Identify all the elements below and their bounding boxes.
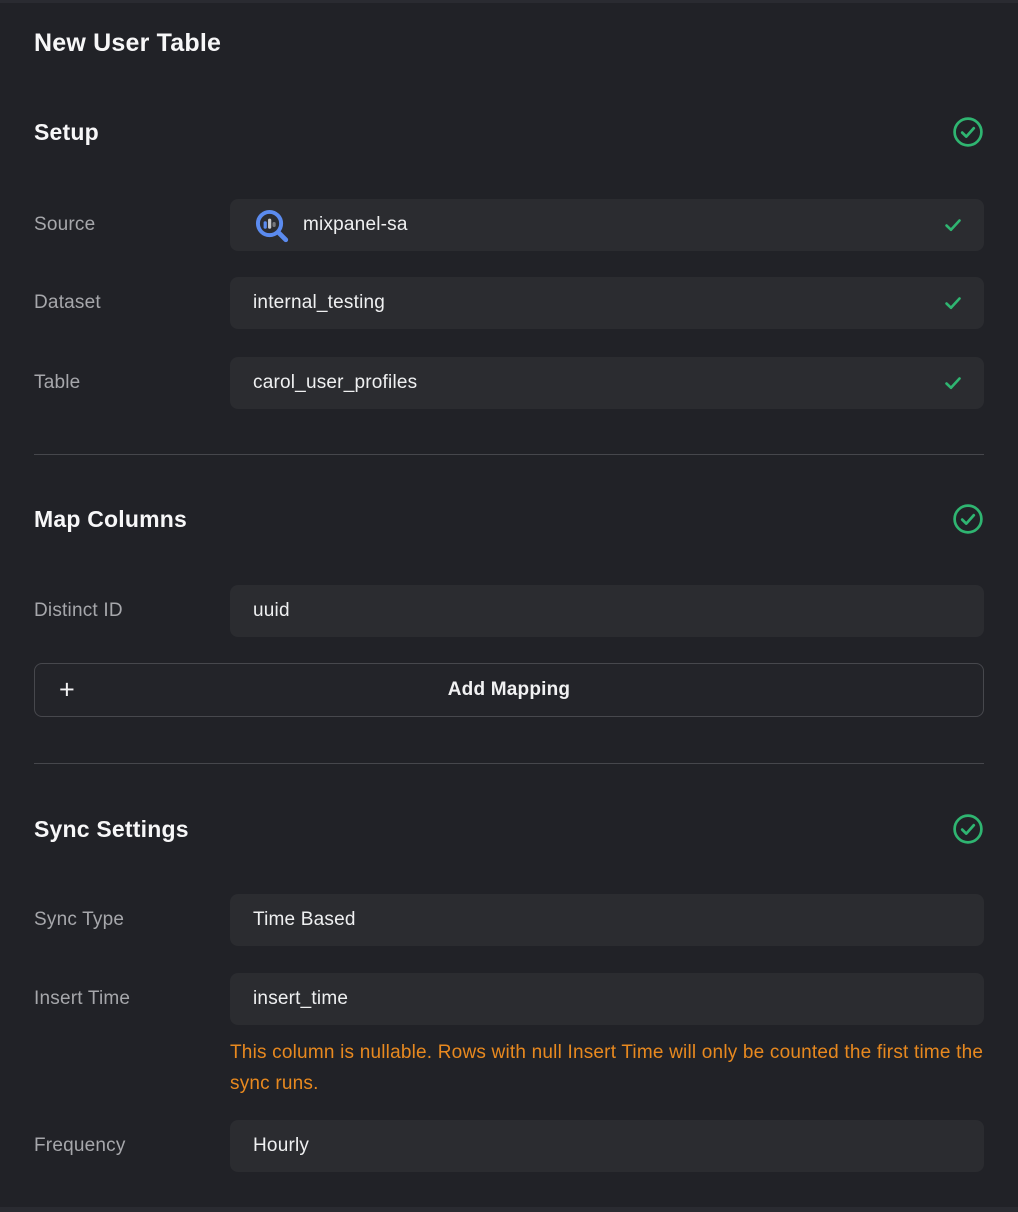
insert-time-select[interactable] bbox=[230, 973, 984, 1025]
section-divider bbox=[34, 763, 984, 764]
section-title-setup: Setup bbox=[34, 118, 99, 145]
dataset-valid-check-icon bbox=[942, 292, 964, 314]
table-select[interactable] bbox=[230, 357, 984, 409]
source-select[interactable] bbox=[230, 199, 984, 251]
plus-icon: + bbox=[59, 674, 75, 705]
dataset-row bbox=[34, 277, 984, 329]
add-mapping-label: Add Mapping bbox=[447, 679, 571, 700]
frequency-label: Frequency bbox=[34, 1135, 126, 1156]
section-header-setup bbox=[34, 114, 984, 150]
table-value: carol_user_profiles bbox=[253, 372, 418, 393]
panel-bottom-edge bbox=[0, 1207, 1018, 1212]
section-header-map-columns bbox=[34, 501, 984, 537]
frequency-select[interactable] bbox=[230, 1120, 984, 1172]
sync-type-select[interactable] bbox=[230, 894, 984, 946]
section-divider bbox=[34, 454, 984, 455]
dataset-select[interactable] bbox=[230, 277, 984, 329]
table-row bbox=[34, 357, 984, 409]
source-valid-check-icon bbox=[942, 214, 964, 236]
map-columns-complete-check-circle-icon bbox=[952, 503, 984, 535]
frequency-row bbox=[34, 1120, 984, 1172]
section-title-map-columns: Map Columns bbox=[34, 505, 187, 532]
distinct-id-select[interactable] bbox=[230, 585, 984, 637]
add-mapping-button[interactable] bbox=[34, 663, 984, 717]
distinct-id-label: Distinct ID bbox=[34, 600, 123, 621]
frequency-value: Hourly bbox=[253, 1135, 310, 1156]
dataset-label: Dataset bbox=[34, 292, 101, 313]
bigquery-icon bbox=[253, 207, 290, 244]
source-label: Source bbox=[34, 214, 96, 235]
dataset-value: internal_testing bbox=[253, 292, 386, 313]
section-header-sync-settings bbox=[34, 811, 984, 847]
sync-type-value: Time Based bbox=[253, 909, 356, 930]
page-title: New User Table bbox=[34, 29, 222, 57]
sync-type-label: Sync Type bbox=[34, 909, 125, 930]
section-title-sync-settings: Sync Settings bbox=[34, 815, 189, 842]
table-valid-check-icon bbox=[942, 372, 964, 394]
insert-time-nullable-warning: This column is nullable. Rows with null Insert Time will only be counted the first time the sync runs. bbox=[230, 1042, 984, 1094]
insert-time-label: Insert Time bbox=[34, 988, 131, 1009]
insert-time-value: insert_time bbox=[253, 988, 349, 1009]
sync-type-row bbox=[34, 894, 984, 946]
panel-top-edge bbox=[0, 0, 1018, 3]
source-row bbox=[34, 199, 984, 251]
sync-settings-complete-check-circle-icon bbox=[952, 813, 984, 845]
setup-complete-check-circle-icon bbox=[952, 116, 984, 148]
table-label: Table bbox=[34, 372, 81, 393]
distinct-id-row bbox=[34, 585, 984, 637]
insert-time-row bbox=[34, 973, 984, 1025]
distinct-id-value: uuid bbox=[253, 600, 290, 621]
source-value: mixpanel-sa bbox=[303, 214, 408, 235]
